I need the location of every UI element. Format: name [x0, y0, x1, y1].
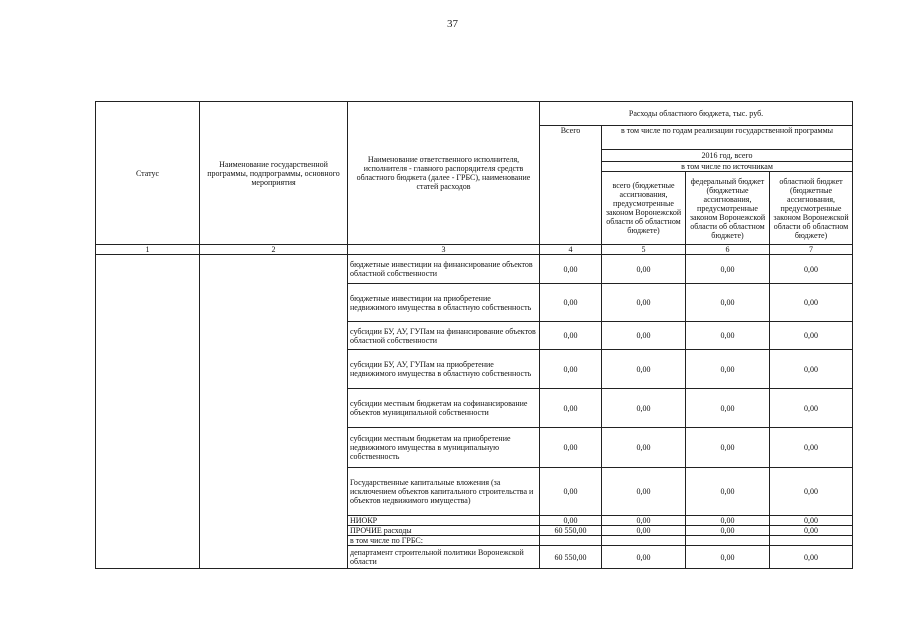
- row-total: 0,00: [540, 468, 602, 516]
- row-source-all: [602, 536, 686, 546]
- row-total: 0,00: [540, 350, 602, 389]
- row-name: субсидии БУ, АУ, ГУПам на финансирование объектов областной собственности: [348, 322, 540, 350]
- row-total: 0,00: [540, 322, 602, 350]
- column-number: 6: [686, 245, 770, 255]
- row-federal: 0,00: [686, 284, 770, 322]
- row-total: 0,00: [540, 255, 602, 284]
- row-total: 0,00: [540, 284, 602, 322]
- row-regional: 0,00: [770, 516, 853, 526]
- row-federal: [686, 536, 770, 546]
- column-number: 2: [200, 245, 348, 255]
- row-federal: 0,00: [686, 468, 770, 516]
- row-regional: 0,00: [770, 389, 853, 428]
- row-name: субсидии местным бюджетам на софинансирование объектов муниципальной собственности: [348, 389, 540, 428]
- row-source-all: 0,00: [602, 255, 686, 284]
- row-total: 60 550,00: [540, 526, 602, 536]
- row-total: 0,00: [540, 389, 602, 428]
- row-name: субсидии местным бюджетам на приобретение недвижимого имущества в муниципальную собственность: [348, 428, 540, 468]
- row-regional: 0,00: [770, 428, 853, 468]
- row-source-all: 0,00: [602, 546, 686, 569]
- row-name: бюджетные инвестиции на приобретение недвижимого имущества в областную собственность: [348, 284, 540, 322]
- header-expenses-title: Расходы областного бюджета, тыс. руб.: [540, 102, 853, 126]
- column-number: 3: [348, 245, 540, 255]
- row-source-all: 0,00: [602, 468, 686, 516]
- row-regional: 0,00: [770, 255, 853, 284]
- row-regional: 0,00: [770, 284, 853, 322]
- row-federal: 0,00: [686, 389, 770, 428]
- column-number: 1: [96, 245, 200, 255]
- page-number: 37: [447, 18, 458, 30]
- column-number: 5: [602, 245, 686, 255]
- row-source-all: 0,00: [602, 350, 686, 389]
- header-source-federal: федеральный бюджет (бюджетные ассигнования, предусмотренные законом Воронежской области об областном бюджете): [686, 172, 770, 245]
- header-status: Статус: [96, 102, 200, 245]
- row-name: департамент строительной политики Воронежской области: [348, 546, 540, 569]
- row-total: 0,00: [540, 428, 602, 468]
- row-source-all: 0,00: [602, 526, 686, 536]
- row-federal: 0,00: [686, 546, 770, 569]
- row-name: Государственные капитальные вложения (за исключением объектов капитального строительства и объектов недвижимого имущества): [348, 468, 540, 516]
- row-federal: 0,00: [686, 516, 770, 526]
- header-program: Наименование государственной программы, подпрограммы, основного мероприятия: [200, 102, 348, 245]
- row-name: в том числе по ГРБС:: [348, 536, 540, 546]
- row-name: бюджетные инвестиции на финансирование объектов областной собственности: [348, 255, 540, 284]
- table-row: [96, 255, 853, 284]
- row-regional: [770, 536, 853, 546]
- row-source-all: 0,00: [602, 428, 686, 468]
- column-number-row: [96, 245, 853, 255]
- row-name: НИОКР: [348, 516, 540, 526]
- column-number: 4: [540, 245, 602, 255]
- row-regional: 0,00: [770, 322, 853, 350]
- row-total: 60 550,00: [540, 546, 602, 569]
- program-cell: [200, 255, 348, 569]
- row-total: 0,00: [540, 516, 602, 526]
- header-source-all: всего (бюджетные ассигнования, предусмотренные законом Воронежской области об областном бюджете): [602, 172, 686, 245]
- row-federal: 0,00: [686, 428, 770, 468]
- row-federal: 0,00: [686, 322, 770, 350]
- status-cell: [96, 255, 200, 569]
- header-executor: Наименование ответственного исполнителя, исполнителя - главного распорядителя средств областного бюджета (далее - ГРБС), наименование статей расходов: [348, 102, 540, 245]
- header-total: Всего: [540, 126, 602, 245]
- row-regional: 0,00: [770, 350, 853, 389]
- row-regional: 0,00: [770, 526, 853, 536]
- row-source-all: 0,00: [602, 516, 686, 526]
- header-by-sources: в том числе по источникам: [602, 162, 853, 172]
- row-federal: 0,00: [686, 350, 770, 389]
- row-source-all: 0,00: [602, 389, 686, 428]
- row-federal: 0,00: [686, 526, 770, 536]
- header-source-regional: областной бюджет (бюджетные ассигнования, предусмотренные законом Воронежской области об областном бюджете): [770, 172, 853, 245]
- row-name: субсидии БУ, АУ, ГУПам на приобретение недвижимого имущества в областную собственность: [348, 350, 540, 389]
- row-total: [540, 536, 602, 546]
- row-federal: 0,00: [686, 255, 770, 284]
- row-regional: 0,00: [770, 546, 853, 569]
- row-source-all: 0,00: [602, 322, 686, 350]
- header-by-years: в том числе по годам реализации государственной программы: [602, 126, 853, 150]
- row-name: ПРОЧИЕ расходы: [348, 526, 540, 536]
- budget-table: [95, 101, 853, 569]
- row-source-all: 0,00: [602, 284, 686, 322]
- column-number: 7: [770, 245, 853, 255]
- row-regional: 0,00: [770, 468, 853, 516]
- header-year-total: 2016 год, всего: [602, 150, 853, 162]
